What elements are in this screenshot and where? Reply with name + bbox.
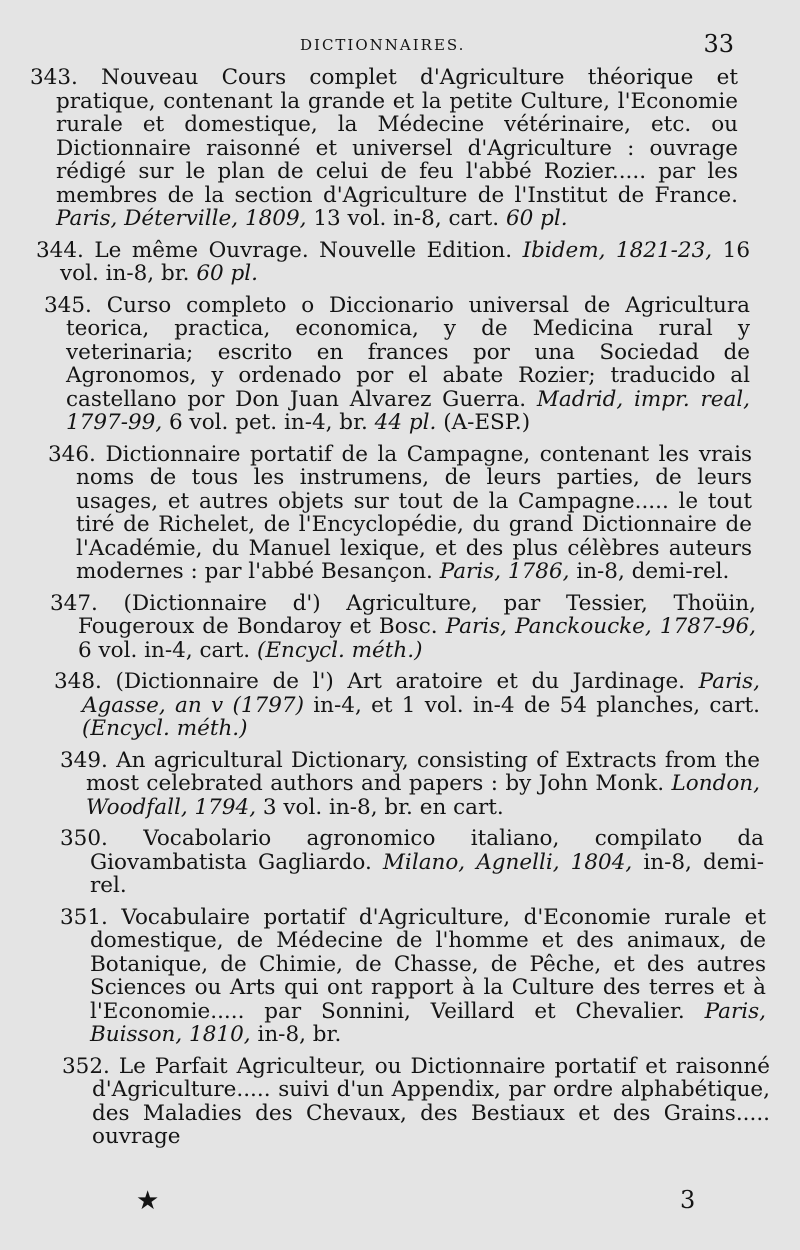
entry-collation: in-8, demi-rel. [576, 559, 730, 584]
entry-collation: 3 vol. in-8, br. en cart. [262, 794, 504, 820]
entry-number: 348. [54, 669, 102, 694]
entry-text: Curso completo o Diccionario universal de Agricultura teorica, practica, economica, y de Medicina rural y veterinaria; escrito en frances por una Sociedad de Agronomos, y ordenado por el abate Rozier; traducido al castellano por Don Juan Alvarez Guerra. [66, 292, 750, 412]
entry-note: (Encycl. méth.) [256, 637, 423, 663]
catalogue-entry [0, 749, 800, 820]
catalogue-entry [0, 592, 800, 663]
entry-price: 60 pl. [505, 206, 568, 231]
star-icon: ★ [136, 1186, 160, 1216]
entry-collation: in-8, br. [257, 1022, 342, 1047]
page-header [0, 30, 800, 64]
entry-imprint: Paris, Panckoucke, 1787-96, [445, 614, 756, 639]
entry-imprint: Madrid, impr. real, 1797-99, [66, 386, 750, 435]
entry-imprint: Paris, 1786, [439, 559, 570, 584]
entry-imprint: Ibidem, 1821-23, [522, 237, 713, 263]
entry-text: Le Parfait Agriculteur, ou Dictionnaire portatif et raisonné d'Agriculture..... suivi d'un Appendix, par ordre alphabétique, des Maladies des Chevaux, des Bestiaux et des Grains..... ouvrage [92, 1053, 770, 1149]
entry-collation: in-4, et 1 vol. in-4 de 54 planches, cart. [313, 692, 760, 718]
entry-text: Dictionnaire portatif de la Campagne, contenant les vrais noms de tous les instrumens, de leurs parties, de leurs usages, et autres objets sur tout de la Campagne..... le tout tiré de Richelet, de l'Encyclopédie, du grand Dictionnaire de l'Académie, du Manuel lexique, et des plus célèbres auteurs modernes : par l'abbé Besançon. [76, 441, 752, 584]
catalogue-entry [0, 443, 800, 584]
catalogue-entries [0, 66, 800, 1157]
catalogue-entry [0, 906, 800, 1047]
entry-text: Nouveau Cours complet d'Agriculture théorique et pratique, contenant la grande et la petite Culture, l'Economie rurale et domestique, la Médecine vétérinaire, etc. ou Dictionnaire raisonné et universel d'Agriculture : ouvrage rédigé sur le plan de celui de feu l'abbé Rozier..... par les membres de la section d'Agriculture de l'Institut de France. [56, 65, 738, 208]
entry-text: An agricultural Dictionary, consisting of Extracts from the most celebrated authors and papers : by John Monk. [86, 747, 760, 796]
entry-number: 345. [44, 292, 92, 318]
entry-collation: 6 vol. in-4, cart. [78, 637, 251, 663]
catalogue-entry [0, 827, 800, 898]
entry-number: 343. [30, 65, 78, 90]
running-head: DICTIONNAIRES. [300, 36, 466, 54]
entry-number: 347. [50, 590, 98, 616]
entry-text: Le même Ouvrage. Nouvelle Edition. [94, 237, 513, 263]
catalogue-entry [0, 670, 800, 741]
entry-imprint: Paris, Déterville, 1809, [56, 206, 307, 231]
catalogue-entry [0, 66, 800, 231]
entry-imprint: Paris, Agasse, an v (1797) [82, 669, 760, 718]
entry-number: 351. [60, 904, 108, 930]
entry-collation: 6 vol. pet. in-4, br. [169, 410, 368, 435]
entry-text: (Dictionnaire d') Agriculture, par Tessier, Thoüin, Fougeroux de Bondaroy et Bosc. [78, 590, 756, 639]
catalogue-entry [0, 1055, 800, 1149]
entry-price: 60 pl. [196, 261, 258, 286]
entry-text: Vocabulaire portatif d'Agriculture, d'Economie rurale et domestique, de Médecine de l'homme et des animaux, de Botanique, de Chimie, de Chasse, de Pêche, et des autres Sciences ou Arts qui ont rapport à la Culture des terres et à l'Economie..... par Sonnini, Veillard et Chevalier. [90, 904, 766, 1024]
entry-number: 352. [62, 1053, 110, 1079]
entry-note: (A-ESP.) [443, 410, 531, 435]
entry-number: 349. [60, 747, 108, 773]
entry-note: (Encycl. méth.) [82, 716, 248, 741]
page-number: 33 [703, 30, 734, 58]
entry-text: Vocabolario agronomico italiano, compilato da Giovambatista Gagliardo. [90, 826, 764, 875]
catalogue-entry [0, 239, 800, 286]
entry-collation: 13 vol. in-8, cart. [313, 206, 500, 231]
entry-imprint: London, Woodfall, 1794, [86, 771, 760, 820]
entry-imprint: Paris, Buisson, 1810, [90, 998, 766, 1047]
catalogue-entry [0, 294, 800, 435]
entry-price: 44 pl. [374, 410, 437, 435]
entry-text: (Dictionnaire de l') Art aratoire et du Jardinage. [115, 669, 686, 694]
entry-collation: 16 vol. in-8, br. [60, 237, 750, 286]
entry-number: 346. [48, 441, 96, 467]
entry-collation: in-8, demi-rel. [90, 849, 764, 898]
signature-mark: 3 [680, 1186, 696, 1214]
entry-number: 344. [36, 237, 84, 263]
entry-imprint: Milano, Agnelli, 1804, [382, 849, 633, 875]
page-footer [0, 1186, 800, 1220]
entry-number: 350. [60, 826, 108, 851]
